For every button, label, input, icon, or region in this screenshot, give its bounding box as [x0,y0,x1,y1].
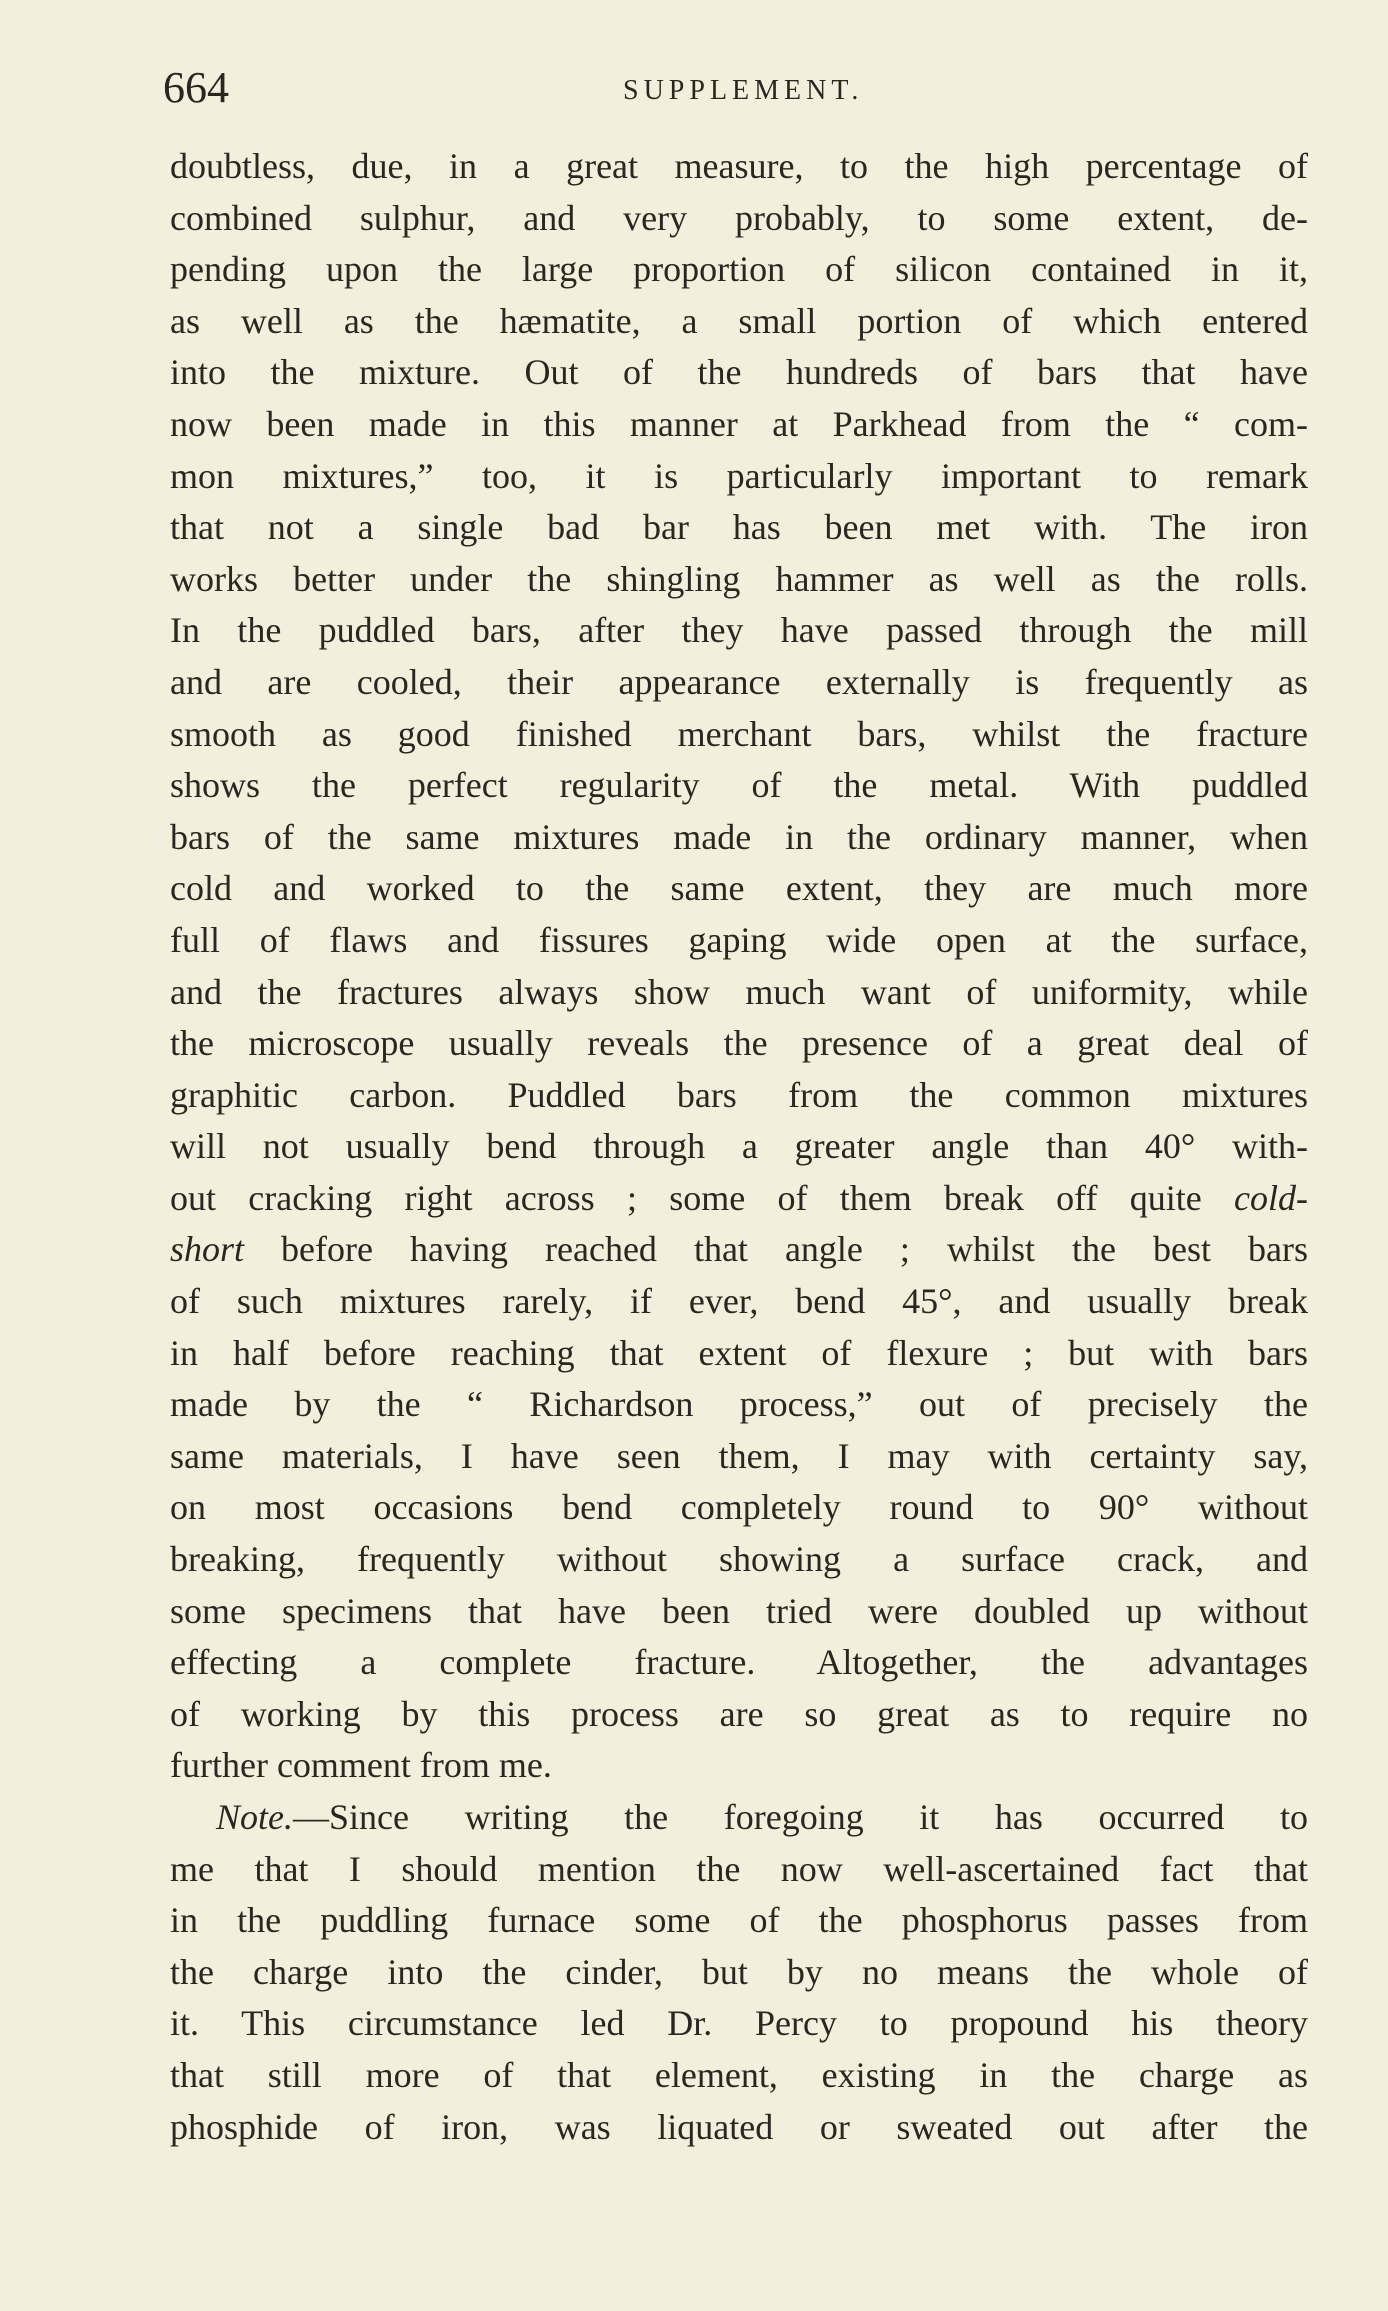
text-line: graphitic carbon. Puddled bars from the common mixtures [170,1074,1308,1115]
text-line: me that I should mention the now well-ascertained fact that [170,1848,1308,1889]
text-line [170,1173,1308,1225]
text-line: and the fractures always show much want of uniformity, while [170,971,1308,1012]
text-line: cold and worked to the same extent, they are much more [170,868,1308,909]
text-line: In the puddled bars, after they have passed through the mill [170,610,1308,651]
text-line: of such mixtures rarely, if ever, bend 45°, and usually break [170,1281,1308,1322]
text-line: shows the perfect regularity of the metal. With puddled [170,765,1308,806]
text-line: in half before reaching that extent of flexure ; but with bars [170,1332,1308,1373]
text-line: mon mixtures,” too, it is particularly important to remark [170,455,1308,496]
text-line: breaking, frequently without showing a surface crack, and [170,1539,1308,1580]
text-line: of working by this process are so great as to require no [170,1693,1308,1734]
page-header [163,58,1308,118]
text-line: now been made in this manner at Parkhead from the “ com- [170,403,1308,444]
italic-text: short [170,1229,245,1270]
text-line [170,1224,1308,1276]
text-line: some specimens that have been tried were doubled up without [170,1590,1308,1631]
text-line: bars of the same mixtures made in the ordinary manner, when [170,816,1308,857]
text-line: full of flaws and fissures gaping wide open at the surface, [170,919,1308,960]
text-line: effecting a complete fracture. Altogether, the advantages [170,1642,1308,1683]
note-label: Note. [216,1797,293,1837]
text-line: and are cooled, their appearance externally is frequently as [170,661,1308,702]
text-line: pending upon the large proportion of silicon contained in it, [170,249,1308,290]
text-line: the charge into the cinder, but by no means the whole of [170,1951,1308,1992]
text-line: phosphide of iron, was liquated or sweated out after the [170,2106,1308,2147]
text-run: —Since writing the foregoing it has occurred to [293,1797,1308,1837]
text-line: works better under the shingling hammer as well as the rolls. [170,558,1308,599]
text-line: same materials, I have seen them, I may with certainty say, [170,1435,1308,1476]
text-line: doubtless, due, in a great measure, to the high percentage of [170,146,1308,186]
text-line: it. This circumstance led Dr. Percy to propound his theory [170,2003,1308,2044]
running-head: SUPPLEMENT. [623,75,864,106]
italic-text: cold- [1234,1177,1308,1218]
text-line: further comment from me. [170,1745,552,1786]
text-line: smooth as good finished merchant bars, whilst the fracture [170,713,1308,754]
text-line: combined sulphur, and very probably, to some extent, de- [170,197,1308,238]
text-line: in the puddling furnace some of the phosphorus passes from [170,1900,1308,1941]
text-line: that not a single bad bar has been met with. The iron [170,507,1308,548]
body-text [170,141,1308,2153]
text-line: as well as the hæmatite, a small portion of which entered [170,300,1308,341]
text-line: the microscope usually reveals the presence of a great deal of [170,1023,1308,1064]
note-line [170,1792,1308,1844]
text-line: that still more of that element, existing in the charge as [170,2054,1308,2095]
text-run: before having reached that angle ; whilst the best bars [244,1229,1308,1270]
text-line: will not usually bend through a greater angle than 40° with- [170,1126,1308,1167]
page-number: 664 [163,63,229,112]
text-run: out cracking right across ; some of them break off quite [170,1177,1235,1218]
text-line: on most occasions bend completely round to 90° without [170,1487,1308,1528]
text-line: made by the “ Richardson process,” out of precisely the [170,1384,1308,1425]
text-line: into the mixture. Out of the hundreds of bars that have [170,352,1308,393]
